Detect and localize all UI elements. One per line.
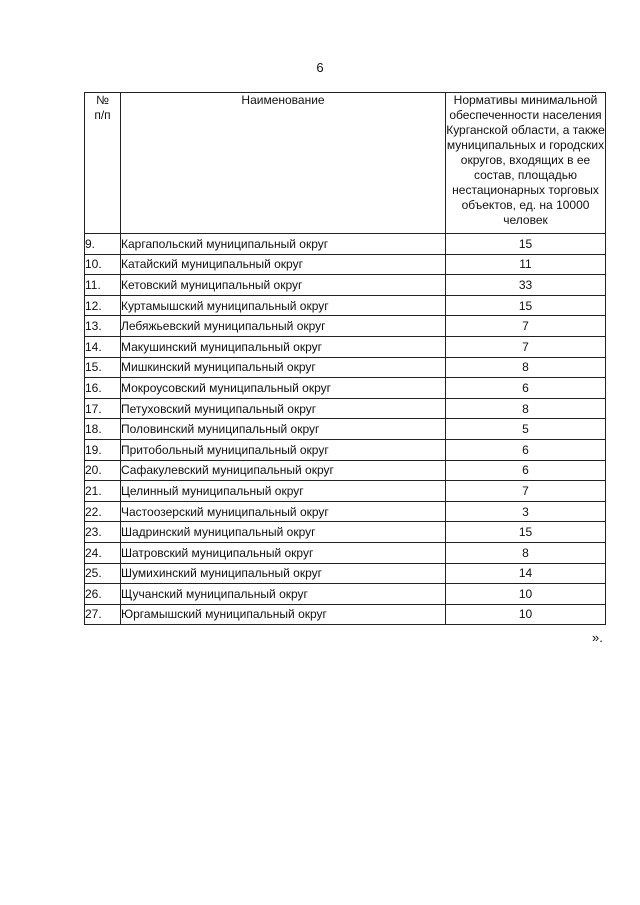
table-row	[85, 481, 606, 502]
table-row	[85, 336, 606, 357]
table-row	[85, 460, 606, 481]
row-norm-value: 8	[446, 542, 606, 563]
row-name: Мишкинский муниципальный округ	[121, 357, 446, 378]
row-norm-value: 7	[446, 336, 606, 357]
row-number: 21.	[85, 481, 121, 502]
row-name: Лебяжьевский муниципальный округ	[121, 316, 446, 337]
row-number: 17.	[85, 398, 121, 419]
row-norm-value: 14	[446, 563, 606, 584]
row-norm-value: 5	[446, 419, 606, 440]
table-row	[85, 604, 606, 625]
row-name: Петуховский муниципальный округ	[121, 398, 446, 419]
row-name: Притобольный муниципальный округ	[121, 439, 446, 460]
table-row	[85, 295, 606, 316]
table-row	[85, 234, 606, 255]
row-number: 13.	[85, 316, 121, 337]
row-name: Сафакулевский муниципальный округ	[121, 460, 446, 481]
header-number	[85, 93, 121, 234]
table-header-row	[85, 93, 606, 234]
row-name: Половинский муниципальный округ	[121, 419, 446, 440]
table-row	[85, 522, 606, 543]
row-name: Макушинский муниципальный округ	[121, 336, 446, 357]
row-name: Юргамышский муниципальный округ	[121, 604, 446, 625]
row-name: Щучанский муниципальный округ	[121, 584, 446, 605]
table-row	[85, 563, 606, 584]
row-name: Катайский муниципальный округ	[121, 254, 446, 275]
row-norm-value: 10	[446, 604, 606, 625]
row-norm-value: 6	[446, 439, 606, 460]
table-body	[85, 234, 606, 625]
table-row	[85, 316, 606, 337]
row-norm-value: 8	[446, 357, 606, 378]
row-name: Кетовский муниципальный округ	[121, 275, 446, 296]
row-norm-value: 15	[446, 522, 606, 543]
row-norm-value: 6	[446, 460, 606, 481]
row-number: 15.	[85, 357, 121, 378]
closing-quote: ».	[592, 630, 603, 645]
row-name: Шатровский муниципальный округ	[121, 542, 446, 563]
header-number-label: № п/п	[94, 93, 111, 122]
row-name: Шумихинский муниципальный округ	[121, 563, 446, 584]
table-row	[85, 501, 606, 522]
table-row	[85, 542, 606, 563]
row-norm-value: 10	[446, 584, 606, 605]
row-number: 10.	[85, 254, 121, 275]
table-row	[85, 584, 606, 605]
row-number: 12.	[85, 295, 121, 316]
row-number: 16.	[85, 378, 121, 399]
header-name	[121, 93, 446, 234]
row-norm-value: 33	[446, 275, 606, 296]
row-number: 19.	[85, 439, 121, 460]
row-number: 20.	[85, 460, 121, 481]
row-name: Куртамышский муниципальный округ	[121, 295, 446, 316]
row-number: 22.	[85, 501, 121, 522]
row-number: 26.	[85, 584, 121, 605]
row-number: 27.	[85, 604, 121, 625]
row-norm-value: 6	[446, 378, 606, 399]
row-name: Мокроусовский муниципальный округ	[121, 378, 446, 399]
row-norm-value: 8	[446, 398, 606, 419]
table-row	[85, 254, 606, 275]
table-row	[85, 275, 606, 296]
row-norm-value: 7	[446, 481, 606, 502]
header-name-label: Наименование	[241, 93, 325, 107]
row-number: 25.	[85, 563, 121, 584]
row-name: Целинный муниципальный округ	[121, 481, 446, 502]
row-norm-value: 15	[446, 234, 606, 255]
page-number: 6	[316, 60, 324, 75]
norms-table	[84, 92, 606, 625]
table-row	[85, 378, 606, 399]
table-row	[85, 419, 606, 440]
header-norm-label: Нормативы минимальной обеспеченности населения Курганской области, а также муниципальных и городских округов, входящих в ее состав, площадью нестационарных торговых объектов, ед. на 10000 человек	[446, 93, 605, 227]
table-row	[85, 357, 606, 378]
row-number: 23.	[85, 522, 121, 543]
row-norm-value: 7	[446, 316, 606, 337]
row-norm-value: 11	[446, 254, 606, 275]
row-number: 18.	[85, 419, 121, 440]
table-row	[85, 439, 606, 460]
row-number: 14.	[85, 336, 121, 357]
row-number: 11.	[85, 275, 121, 296]
row-name: Шадринский муниципальный округ	[121, 522, 446, 543]
row-name: Частоозерский муниципальный округ	[121, 501, 446, 522]
header-norm	[446, 93, 606, 234]
row-norm-value: 15	[446, 295, 606, 316]
row-norm-value: 3	[446, 501, 606, 522]
row-name: Каргапольский муниципальный округ	[121, 234, 446, 255]
table-row	[85, 398, 606, 419]
row-number: 9.	[85, 234, 121, 255]
row-number: 24.	[85, 542, 121, 563]
